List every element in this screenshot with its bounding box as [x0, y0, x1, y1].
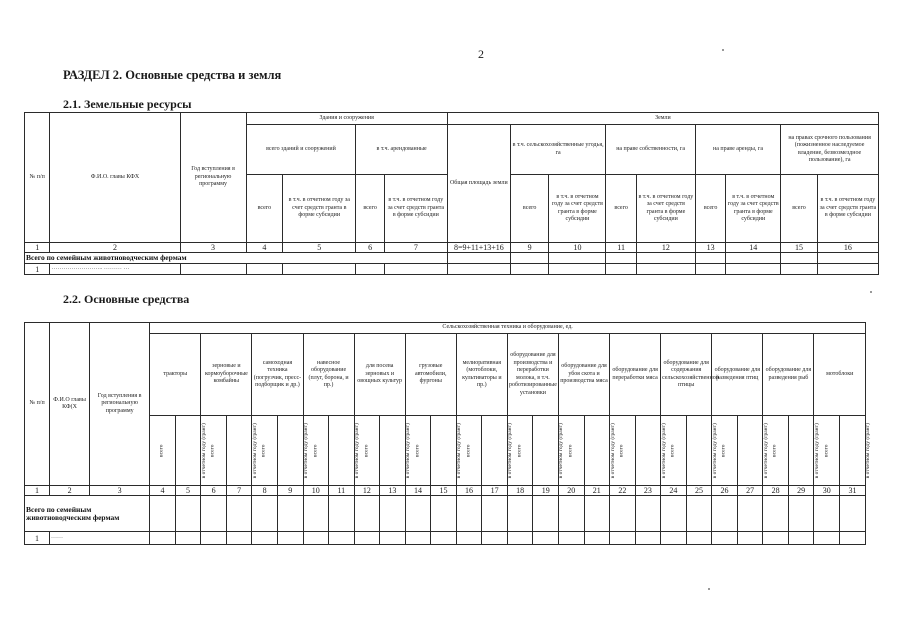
vertical-label: в отчетном году (грант) — [813, 422, 820, 479]
col-header-no: № п/п — [25, 323, 50, 486]
column-number: 1 — [25, 243, 50, 253]
col-header-grant — [482, 416, 514, 486]
equipment-group-row — [25, 334, 866, 416]
column-number: 20 — [558, 486, 584, 496]
col-header-all-buildings: всего зданий и сооружений — [246, 125, 356, 175]
col-header-own: на праве собственности, га — [606, 125, 695, 175]
equipment-subheader-row — [25, 416, 866, 486]
column-number: 2 — [50, 486, 90, 496]
col-header-grant — [635, 416, 667, 486]
col-header-other: на правах срочного пользования (пожизненное наследуемое владение, безвозмездное пользование), га — [781, 125, 879, 175]
col-header-grant — [839, 416, 871, 486]
column-number: 31 — [839, 486, 865, 496]
col-header-grant: в т.ч. в отчетном году за счет средств гранта в форме субсидии — [726, 175, 781, 243]
column-number: 24 — [661, 486, 687, 496]
vertical-label: в отчетном году (грант) — [200, 422, 207, 479]
column-number: 18 — [507, 486, 533, 496]
col-header-grant — [277, 416, 309, 486]
column-number: 2 — [50, 243, 180, 253]
col-header-year: Год вступления в региональную программу — [180, 113, 246, 243]
equipment-group-header: оборудование для разведения рыб — [763, 334, 814, 416]
column-number: 9 — [510, 243, 549, 253]
vertical-label: в отчетном году (грант) — [864, 422, 871, 479]
col-header-grant — [686, 416, 718, 486]
equipment-group-header: оборудование для убоя скота и производства мяса — [558, 334, 609, 416]
vertical-label: в отчетном году (грант) — [456, 422, 463, 479]
col-header-total: всего — [606, 175, 636, 243]
equipment-group-header: оборудование для переработки мяса — [610, 334, 661, 416]
equipment-group-header: оборудование для разведения птиц — [712, 334, 763, 416]
col-header-grant — [175, 416, 207, 486]
equipment-group-header: для посева зерновых и овощных культур — [354, 334, 405, 416]
vertical-label: в отчетном году (грант) — [711, 422, 718, 479]
page-number: 2 — [478, 47, 484, 61]
column-number: 23 — [635, 486, 661, 496]
col-header-no: № п/п — [25, 113, 50, 243]
vertical-label: всего — [669, 444, 676, 457]
vertical-label: всего — [312, 444, 319, 457]
col-header-grant — [533, 416, 565, 486]
col-header-grant: в т.ч. в отчетном году за счет средств гранта в форме субсидии — [384, 175, 447, 243]
vertical-label: всего — [260, 444, 267, 457]
total-row — [25, 253, 879, 264]
column-number: 15 — [431, 486, 457, 496]
column-number: 29 — [788, 486, 814, 496]
column-number: 25 — [686, 486, 712, 496]
fixed-assets-table — [24, 322, 871, 545]
row-number: 1 — [25, 532, 50, 545]
vertical-label: всего — [567, 444, 574, 457]
vertical-label: в отчетном году (грант) — [404, 422, 411, 479]
column-number: 17 — [482, 486, 508, 496]
vertical-label: всего — [158, 444, 165, 457]
vertical-label: в отчетном году (грант) — [558, 422, 565, 479]
vertical-label: в отчетном году (грант) — [609, 422, 616, 479]
column-number: 14 — [405, 486, 431, 496]
column-number: 4 — [246, 243, 283, 253]
vertical-label: всего — [209, 444, 216, 457]
column-number: 3 — [90, 486, 150, 496]
col-header-year: Год вступления в региональную программу — [90, 323, 150, 486]
column-number: 3 — [180, 243, 246, 253]
column-number: 30 — [814, 486, 840, 496]
column-number: 26 — [712, 486, 738, 496]
column-number: 1 — [25, 486, 50, 496]
vertical-label: в отчетном году (грант) — [762, 422, 769, 479]
total-label: Всего по семейным животноводческим фермам — [25, 253, 448, 264]
col-header-grant — [226, 416, 258, 486]
col-header-name: Ф.И.О. главы КФХ — [50, 113, 180, 243]
col-header-grant: в т.ч. в отчетном году за счет средств гранта в форме субсидии — [817, 175, 878, 243]
vertical-label: всего — [465, 444, 472, 457]
col-header-rented: в т.ч. арендованные — [356, 125, 447, 175]
vertical-label: в отчетном году (грант) — [507, 422, 514, 479]
col-header-total: всего — [246, 175, 283, 243]
equipment-group-header: самоходная техника (погрузчик, пресс-подборщик и др.) — [252, 334, 303, 416]
section-title: РАЗДЕЛ 2. Основные средства и земля — [63, 68, 282, 82]
vertical-label: всего — [363, 444, 370, 457]
column-number: 10 — [303, 486, 329, 496]
column-number: 14 — [726, 243, 781, 253]
column-number-row — [25, 243, 879, 253]
col-header-buildings: Здания и сооружения — [246, 113, 447, 125]
column-number: 5 — [175, 486, 201, 496]
column-number: 9 — [277, 486, 303, 496]
column-number: 7 — [226, 486, 252, 496]
subsection-title-assets: 2.2. Основные средства — [63, 292, 190, 306]
equipment-group-header: мелиоративная (мотоблоки, культиваторы и пр.) — [456, 334, 507, 416]
total-label: Всего по семейным животноводческим фермам — [25, 496, 150, 532]
column-number: 19 — [533, 486, 559, 496]
subsection-title-land: 2.1. Земельные ресурсы — [63, 97, 192, 111]
col-header-total: всего — [781, 175, 818, 243]
col-header-grant — [584, 416, 616, 486]
col-header-grant — [431, 416, 463, 486]
row-name: …… — [50, 532, 150, 545]
col-header-total: всего — [695, 175, 725, 243]
column-number: 13 — [695, 243, 725, 253]
equipment-group-header: зерновые и кормоуборочные комбайны — [201, 334, 252, 416]
column-number: 11 — [606, 243, 636, 253]
column-number: 5 — [283, 243, 356, 253]
col-header-grant — [737, 416, 769, 486]
scan-speck — [722, 49, 724, 51]
total-row — [25, 496, 866, 532]
col-header-grant: в т.ч. в отчетном году за счет средств гранта в форме субсидии — [283, 175, 356, 243]
column-number: 8 — [252, 486, 278, 496]
vertical-label: в отчетном году (грант) — [251, 422, 258, 479]
col-header-equipment: Сельскохозяйственная техника и оборудование, ед. — [150, 323, 866, 334]
col-header-agri: в т.ч. сельскохозяйственные угодья, га — [510, 125, 606, 175]
vertical-label: всего — [414, 444, 421, 457]
column-number: 6 — [356, 243, 384, 253]
column-number: 13 — [380, 486, 406, 496]
col-header-lease: на праве аренды, га — [695, 125, 780, 175]
column-number: 12 — [354, 486, 380, 496]
vertical-label: всего — [771, 444, 778, 457]
column-number: 6 — [201, 486, 227, 496]
col-header-name: Ф.И.О главы КФ(Х — [50, 323, 90, 486]
equipment-group-header: мотоблоки — [814, 334, 866, 416]
col-header-total: всего — [356, 175, 384, 243]
row-number: 1 — [25, 264, 50, 275]
col-header-grant — [788, 416, 820, 486]
scan-speck — [708, 588, 710, 590]
equipment-group-header: навесное оборудование (плуг, борона, и пр.) — [303, 334, 354, 416]
column-number: 27 — [737, 486, 763, 496]
col-header-land: Земли — [447, 113, 878, 125]
equipment-group-header: оборудование для производства и переработки молока, в т.ч. роботизированные установки — [507, 334, 558, 416]
table-row — [25, 264, 879, 275]
equipment-group-header: оборудование для содержания сельскохозяйственной птицы — [661, 334, 712, 416]
col-header-grant: в т.ч. в отчетном году за счет средств гранта в форме субсидии — [636, 175, 695, 243]
vertical-label: всего — [720, 444, 727, 457]
land-resources-table — [24, 112, 879, 275]
vertical-label: в отчетном году (грант) — [353, 422, 360, 479]
col-header-grant — [380, 416, 411, 486]
column-number: 28 — [763, 486, 789, 496]
vertical-label: всего — [822, 444, 829, 457]
col-header-grant: в т.ч. в отчетном году за счет средств гранта в форме субсидии — [549, 175, 606, 243]
row-name: …………………….. ……… … — [50, 264, 180, 275]
column-number: 8=9+11+13+16 — [447, 243, 510, 253]
column-number: 4 — [150, 486, 176, 496]
vertical-label: всего — [618, 444, 625, 457]
column-number: 16 — [817, 243, 878, 253]
vertical-label: всего — [516, 444, 523, 457]
column-number: 11 — [329, 486, 355, 496]
col-header-grant — [329, 416, 360, 486]
equipment-group-header: тракторы — [150, 334, 201, 416]
table-row — [25, 532, 866, 545]
column-number: 21 — [584, 486, 610, 496]
column-number: 22 — [610, 486, 636, 496]
column-number-row — [25, 486, 866, 496]
column-number: 12 — [636, 243, 695, 253]
col-header-total — [150, 416, 176, 486]
equipment-group-header: грузовые автомобили, фургоны — [405, 334, 456, 416]
vertical-label: в отчетном году (грант) — [302, 422, 309, 479]
column-number: 16 — [456, 486, 482, 496]
vertical-label: в отчетном году (грант) — [660, 422, 667, 479]
column-number: 15 — [781, 243, 818, 253]
column-number: 7 — [384, 243, 447, 253]
scan-speck — [870, 291, 872, 293]
col-header-total: всего — [510, 175, 549, 243]
col-header-area: Общая площадь земли — [447, 125, 510, 243]
column-number: 10 — [549, 243, 606, 253]
